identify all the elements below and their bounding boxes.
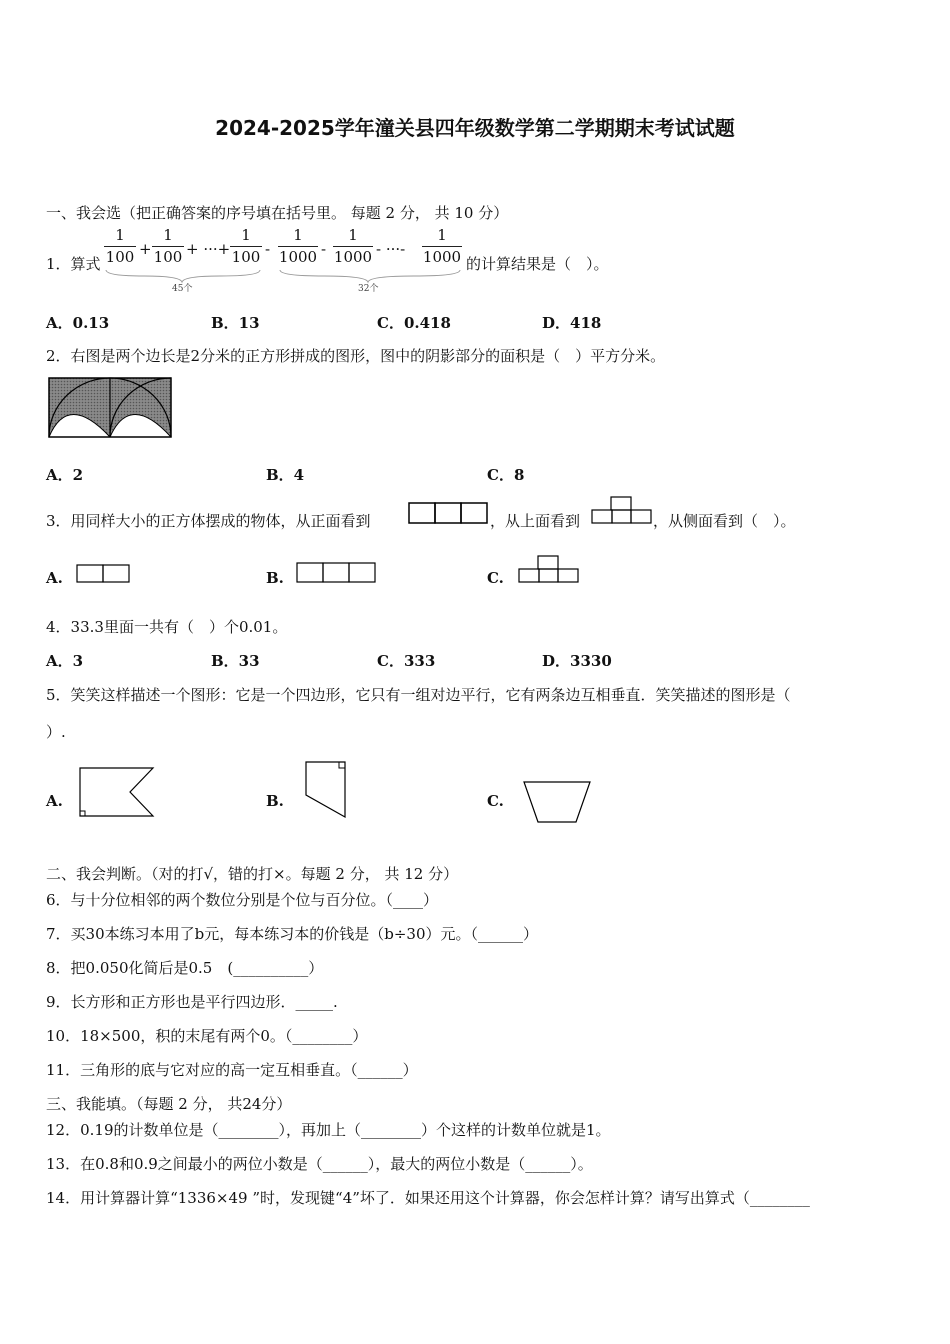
q4-option-a: A．3 <box>46 652 84 670</box>
q5-option-b-figure <box>302 760 350 820</box>
q1-option-b: B．13 <box>211 314 260 332</box>
q10-text: 10．18×500，积的末尾有两个0。（________） <box>46 1027 368 1045</box>
fraction-4: $\frac{1}{1000}$ <box>278 226 318 266</box>
q3-option-b: B. <box>266 569 284 587</box>
q3-option-c: C. <box>487 569 504 587</box>
q5-option-c: C. <box>487 792 504 810</box>
op-minus-2: - <box>321 240 327 258</box>
q1-option-d: D．418 <box>542 314 602 332</box>
q5-text-line2: ）. <box>46 723 66 741</box>
q4-option-c: C．333 <box>377 652 436 670</box>
op-plus: + <box>139 240 152 258</box>
q3-text-part1: 3．用同样大小的正方体摆成的物体，从正面看到 <box>46 512 371 530</box>
q3-option-c-figure <box>518 555 580 583</box>
q3-option-a-figure <box>76 564 132 584</box>
q7-text: 7．买30本练习本用了b元，每本练习本的价钱是（b÷30）元。（______） <box>46 925 538 943</box>
q8-text: 8．把0.050化简后是0.5 (__________） <box>46 959 324 977</box>
q2-option-a: A．2 <box>46 466 84 484</box>
q3-option-b-figure <box>296 562 378 584</box>
q12-text: 12．0.19的计数单位是（________），再加上（________）个这样的计数单位就是1。 <box>46 1121 611 1139</box>
front-view-figure <box>408 502 490 524</box>
q9-text: 9．长方形和正方形也是平行四边形．_____. <box>46 993 338 1011</box>
q4-option-b: B．33 <box>211 652 260 670</box>
q4-text: 4．33.3里面一共有（ ）个0.01。 <box>46 618 288 636</box>
q11-text: 11．三角形的底与它对应的高一定互相垂直。（______） <box>46 1061 418 1079</box>
q2-option-c: C．8 <box>487 466 525 484</box>
q4-option-d: D．3330 <box>542 652 612 670</box>
op-minus: - <box>265 240 271 258</box>
op-plus-dots: + ···+ <box>186 240 231 258</box>
q13-text: 13．在0.8和0.9之间最小的两位小数是（______），最大的两位小数是（______）。 <box>46 1155 593 1173</box>
q5-option-a-figure <box>78 766 158 818</box>
q3-text-part2: ，从上面看到 <box>490 512 581 530</box>
q5-text-line1: 5．笑笑这样描述一个图形：它是一个四边形，它只有一组对边平行，它有两条边互相垂直．笑笑描述的图形是（ <box>46 686 791 704</box>
q2-shaded-figure <box>48 377 172 439</box>
q2-text: 2．右图是两个边长是2分米的正方形拼成的图形，图中的阴影部分的面积是（ ）平方分米。 <box>46 347 666 365</box>
underbraces <box>104 268 474 292</box>
fraction-5: $\frac{1}{1000}$ <box>333 226 373 266</box>
q3-text-part3: ，从侧面看到（ ）。 <box>653 512 796 530</box>
brace-label-32: 32个 <box>358 284 379 294</box>
top-view-figure <box>591 496 653 524</box>
q1-prefix: 1．算式 <box>46 255 101 273</box>
section-1-heading: 一、我会选（把正确答案的序号填在括号里。 每题 2 分， 共 10 分） <box>46 204 509 222</box>
page-title: 2024-2025学年潼关县四年级数学第二学期期末考试试题 <box>215 116 735 140</box>
q5-option-b: B. <box>266 792 284 810</box>
fraction-2: $\frac{1}{100}$ <box>153 226 183 266</box>
q1-option-c: C．0.418 <box>377 314 451 332</box>
section-3-heading: 三、我能填。（每题 2 分， 共24分） <box>46 1095 292 1113</box>
op-minus-dots: - ···- <box>376 240 406 258</box>
q1-suffix: 的计算结果是（ ）。 <box>466 255 609 273</box>
q5-option-c-figure <box>522 780 594 826</box>
q5-option-a: A. <box>46 792 63 810</box>
fraction-3: $\frac{1}{100}$ <box>231 226 261 266</box>
q6-text: 6．与十分位相邻的两个数位分别是个位与百分位。（____） <box>46 891 439 909</box>
fraction-1: $\frac{1}{100}$ <box>105 226 135 266</box>
section-2-heading: 二、我会判断。（对的打√，错的打×。每题 2 分， 共 12 分） <box>46 865 459 883</box>
q14-text: 14．用计算器计算“1336×49 ”时，发现键“4”坏了．如果还用这个计算器，你会怎样计算？请写出算式（________ <box>46 1189 810 1207</box>
q1-option-a: A．0.13 <box>46 314 110 332</box>
fraction-6: $\frac{1}{1000}$ <box>422 226 462 266</box>
brace-label-45: 45个 <box>172 284 193 294</box>
q3-option-a: A. <box>46 569 63 587</box>
q2-option-b: B．4 <box>266 466 305 484</box>
